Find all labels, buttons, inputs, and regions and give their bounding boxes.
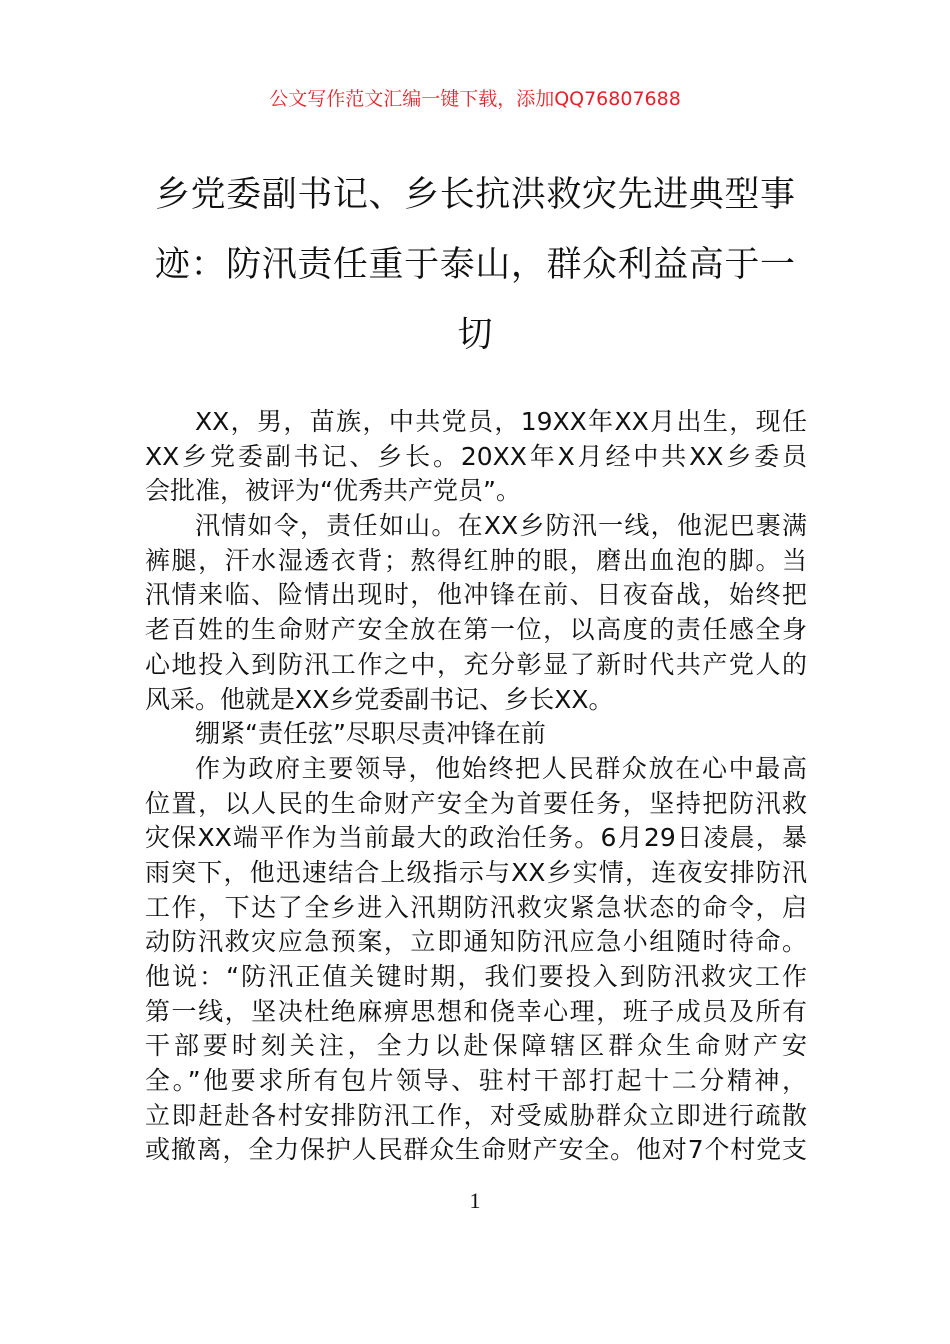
body-line: 雨突下，他迅速结合上级指示与XX乡实情，连夜安排防汛	[145, 857, 807, 887]
body-line: 裤腿，汗水湿透衣背；熬得红肿的眼，磨出血泡的脚。当	[145, 545, 807, 575]
body-line: 会批准，被评为“优秀共产党员”。	[145, 476, 521, 506]
body-line: XX乡党委副书记、乡长。20XX年X月经中共XX乡委员	[145, 441, 807, 471]
body-line: 汛情来临、险情出现时，他冲锋在前、日夜奋战，始终把	[145, 580, 807, 610]
body-line: 心地投入到防汛工作之中，充分彰显了新时代共产党人的	[145, 649, 807, 679]
body-line: 或撤离，全力保护人民群众生命财产安全。他对7个村党支	[145, 1135, 807, 1165]
body-line: 老百姓的生命财产安全放在第一位，以高度的责任感全身	[145, 615, 807, 645]
body-line: 位置，以人民的生命财产安全为首要任务，坚持把防汛救	[145, 788, 807, 818]
body-line: 他说：“防汛正值关键时期，我们要投入到防汛救灾工作	[145, 962, 807, 991]
body-line: 干部要时刻关注，全力以赴保障辖区群众生命财产安	[145, 1031, 807, 1061]
title-line: 乡党委副书记、乡长抗洪救灾先进典型事	[155, 175, 795, 215]
body-line: 作为政府主要领导，他始终把人民群众放在心中最高	[195, 753, 807, 783]
document-body	[145, 405, 807, 1168]
body-line: 立即赶赴各村安排防汛工作，对受威胁群众立即进行疏散	[145, 1100, 807, 1130]
body-line: 汛情如令，责任如山。在XX乡防汛一线，他泥巴裹满	[195, 511, 807, 541]
body-line: 灾保XX端平作为当前最大的政治任务。6月29日凌晨，暴	[145, 823, 807, 853]
body-line: 风采。他就是XX乡党委副书记、乡长XX。	[145, 684, 614, 714]
title-line: 迹：防汛责任重于泰山，群众利益高于一	[155, 245, 795, 285]
body-line: 动防汛救灾应急预案，立即通知防汛应急小组随时待命。	[145, 927, 807, 957]
download-banner: 公文写作范文汇编一键下载，添加QQ76807688	[269, 88, 681, 110]
title-line: 切	[457, 315, 493, 355]
body-line: 第一线，坚决杜绝麻痹思想和侥幸心理，班子成员及所有	[145, 996, 807, 1026]
page-number: 1	[469, 1188, 481, 1213]
section-heading: 绷紧“责任弦”尽职尽责冲锋在前	[195, 719, 546, 749]
document-title	[155, 160, 795, 370]
body-line: 工作，下达了全乡进入汛期防汛救灾紧急状态的命令，启	[145, 892, 807, 922]
body-line: XX，男，苗族，中共党员，19XX年XX月出生，现任	[195, 407, 807, 436]
body-line: 全。”他要求所有包片领导、驻村干部打起十二分精神，	[145, 1066, 807, 1096]
